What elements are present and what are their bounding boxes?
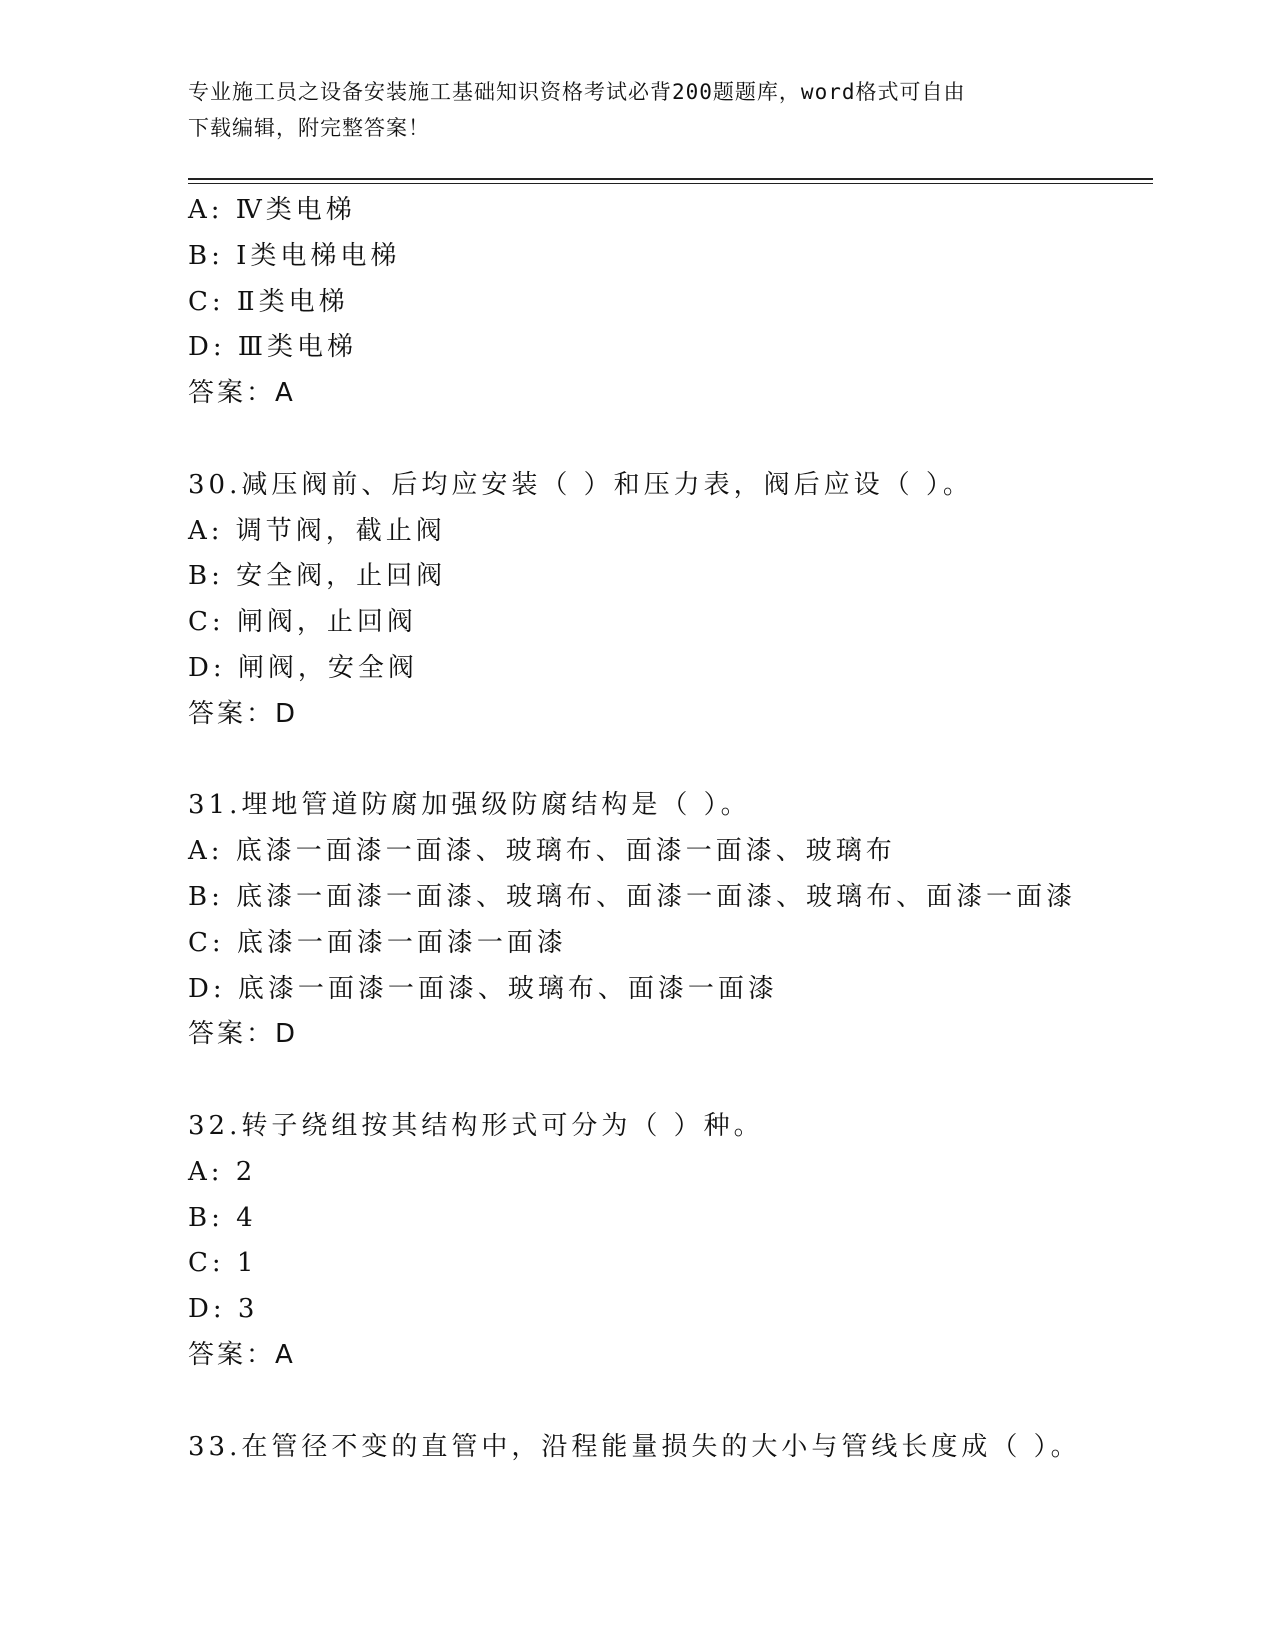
header-rule-thin	[188, 183, 1153, 184]
answer: 答案：D	[188, 1019, 299, 1050]
option-b: B: Ⅰ类电梯电梯	[188, 240, 401, 271]
question-block	[188, 463, 1148, 738]
option-c: C: 闸阀，止回阀	[188, 607, 417, 638]
question-text: 33.在管径不变的直管中，沿程能量损失的大小与管线长度成（ ）。	[188, 1431, 1081, 1462]
question-block	[188, 188, 1148, 417]
question-text: 30.减压阀前、后均应安装（ ）和压力表，阀后应设（ ）。	[188, 469, 973, 500]
question-text: 31.埋地管道防腐加强级防腐结构是（ ）。	[188, 790, 751, 821]
answer: 答案：D	[188, 698, 299, 729]
option-b: B: 底漆一面漆一面漆、玻璃布、面漆一面漆、玻璃布、面漆一面漆	[188, 881, 1077, 912]
header-line-1: 专业施工员之设备安装施工基础知识资格考试必背200题题库，word格式可自由	[188, 80, 966, 104]
option-a: A: 2	[188, 1156, 257, 1187]
option-b: B: 安全阀，止回阀	[188, 561, 447, 592]
answer: 答案：A	[188, 1339, 296, 1370]
option-a: A: 底漆一面漆一面漆、玻璃布、面漆一面漆、玻璃布	[188, 836, 896, 867]
option-c: C: 底漆一面漆一面漆一面漆	[188, 927, 567, 958]
header-rule	[188, 178, 1153, 180]
question-list	[188, 188, 1148, 1470]
option-b: B: 4	[188, 1202, 257, 1233]
option-d: D: 3	[188, 1294, 259, 1325]
option-c: C: 1	[188, 1248, 258, 1279]
option-a: A: Ⅳ类电梯	[188, 195, 356, 225]
question-text: 32.转子绕组按其结构形式可分为（ ）种。	[188, 1110, 764, 1141]
page-header	[188, 74, 1068, 146]
option-c: C: Ⅱ类电梯	[188, 286, 349, 317]
header-line-2: 下载编辑，附完整答案！	[188, 116, 430, 140]
option-d: D: Ⅲ类电梯	[188, 332, 357, 363]
question-block	[188, 1104, 1148, 1379]
option-d: D: 闸阀，安全阀	[188, 652, 418, 683]
answer: 答案：A	[188, 378, 296, 409]
option-a: A: 调节阀，截止阀	[188, 515, 446, 546]
question-block	[188, 783, 1148, 1058]
option-d: D: 底漆一面漆一面漆、玻璃布、面漆一面漆	[188, 973, 778, 1004]
question-block	[188, 1425, 1148, 1471]
